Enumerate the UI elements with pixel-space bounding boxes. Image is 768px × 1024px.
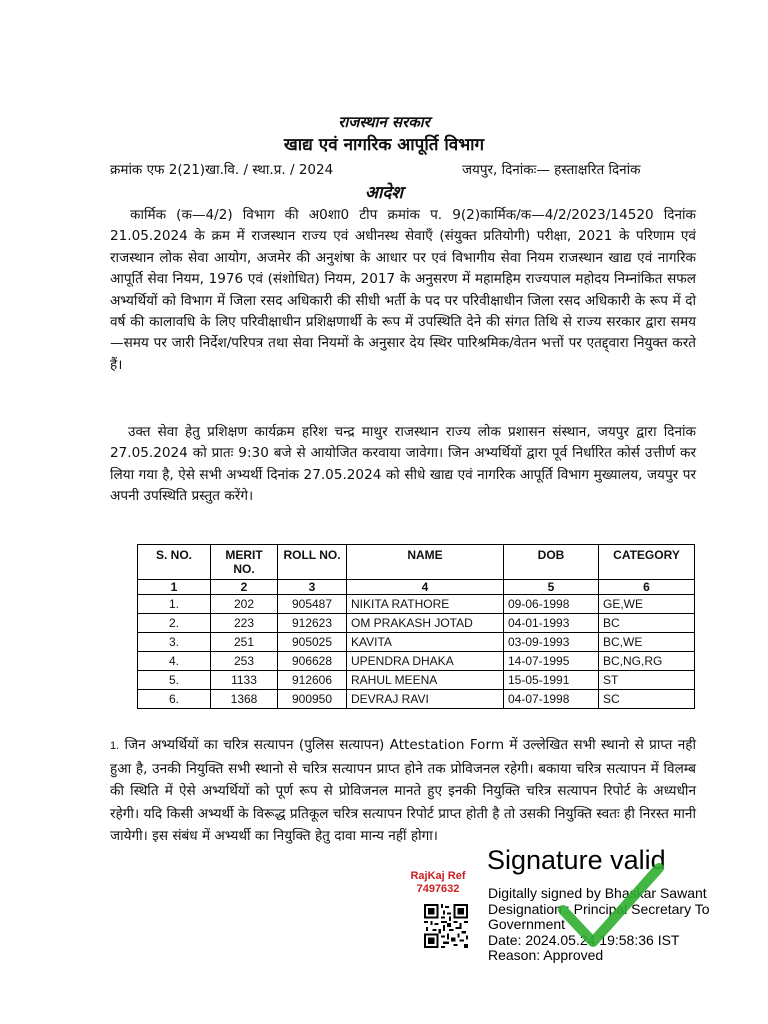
date-line: जयपुर, दिनांकः— हस्ताक्षरित दिनांक [462, 162, 641, 178]
candidates-table [137, 544, 695, 709]
cell-category: GE,WE [599, 595, 695, 614]
cell-roll: 905487 [278, 595, 347, 614]
table-row [138, 690, 695, 709]
signature-reason: Reason: Approved [488, 947, 604, 963]
cell-name: KAVITA [347, 633, 504, 652]
cell-sno: 2. [138, 614, 211, 633]
cell-sno: 3. [138, 633, 211, 652]
cell-roll: 912623 [278, 614, 347, 633]
qr-code-icon [424, 904, 468, 948]
cell-merit: 202 [211, 595, 278, 614]
header-roll: ROLL NO. [278, 545, 347, 580]
government-name: राजस्थान सरकार [338, 113, 430, 131]
cell-sno: 1. [138, 595, 211, 614]
column-number: 6 [599, 580, 695, 595]
cell-dob: 14-07-1995 [504, 652, 599, 671]
header-dob: DOB [504, 545, 599, 580]
table-header-row [138, 545, 695, 580]
table-row [138, 652, 695, 671]
column-number: 5 [504, 580, 599, 595]
cell-roll: 900950 [278, 690, 347, 709]
cell-merit: 223 [211, 614, 278, 633]
header-sno: S. NO. [138, 545, 211, 580]
signature-date: Date: 2024.05.24 19:58:36 IST [488, 931, 680, 948]
column-number-row [138, 580, 695, 595]
cell-sno: 5. [138, 671, 211, 690]
cell-dob: 04-01-1993 [504, 614, 599, 633]
cell-name: RAHUL MEENA [347, 671, 504, 690]
attestation-note [110, 734, 696, 848]
cell-sno: 4. [138, 652, 211, 671]
order-paragraph-2: उक्त सेवा हेतु प्रशिक्षण कार्यक्रम हरिश चन्द्र माथुर राजस्थान राज्य लोक प्रशासन संस्थान, जयपुर द्वारा दिनांक 27.05.2024 को प्रातः 9:30 बजे से आयोजित करवाया जावेगा। जिन अभ्यर्थियों द्वारा पूर्व निर्धारित कोर्स उत्तीर्ण कर लिया गया है, ऐसे सभी अभ्यर्थी दिनांक 27.05.2024 को सीधे खाद्य एवं नागरिक आपूर्ति विभाग मुख्यालय, जयपुर पर अपनी उपस्थिति प्रस्तुत करेंगे। [110, 424, 696, 505]
cell-category: BC,WE [599, 633, 695, 652]
cell-roll: 912606 [278, 671, 347, 690]
column-number: 1 [138, 580, 211, 595]
cell-merit: 1133 [211, 671, 278, 690]
designation: Designation : Principal Secretary To [488, 900, 710, 917]
cell-dob: 15-05-1991 [504, 671, 599, 690]
note-text: जिन अभ्यर्थियों का चरित्र सत्यापन (पुलिस सत्यापन) Attestation Form में उल्लेखित सभी स्थानो से प्राप्त नही हुआ है, उनकी नियुक्ति सभी स्थानो से चरित्र सत्यापन प्राप्त होने तक प्रोविजनल रहेगी। बकाया चरित्र सत्यापन में विलम्ब की स्थिति में ऐसे अभ्यर्थियों को पूर्ण रूप से प्रोविजनल मानते हुए इनकी नियुक्ति चरित्र सत्यापन रिपोर्ट के अध्यधीन रहेगी। यदि किसी अभ्यर्थी के विरूद्ध प्रतिकूल चरित्र सत्यापन रिपोर्ट प्राप्त होती है तो उसकी नियुक्ति स्वतः ही निरस्त मानी जायेगी। इस संबंध में अभ्यर्थी का नियुक्ति हेतु दावा मान्य नहीं होगा। [110, 737, 696, 844]
signed-by: Digitally signed by Bhaskar Sawant [488, 885, 707, 901]
cell-category: BC,NG,RG [599, 652, 695, 671]
department-name: खाद्य एवं नागरिक आपूर्ति विभाग [283, 135, 485, 155]
cell-dob: 09-06-1998 [504, 595, 599, 614]
cell-category: BC [599, 614, 695, 633]
table-row [138, 633, 695, 652]
cell-dob: 04-07-1998 [504, 690, 599, 709]
table-row [138, 671, 695, 690]
cell-merit: 253 [211, 652, 278, 671]
order-paragraph-1: कार्मिक (क—4/2) विभाग की अ0शा0 टीप क्रमांक प. 9(2)कार्मिक/क—4/2/2023/14520 दिनांक 21.05.2024 के क्रम में राजस्थान राज्य एवं अधीनस्थ सेवाएँ (संयुक्त प्रतियोगी) परीक्षा, 2021 के परिणाम एवं राजस्थान लोक सेवा आयोग, अजमेर की अनुशंषा के आधार पर एवं विभागीय सेवा नियम राजस्थान खाद्य एवं नागरिक आपूर्ति सेवा नियम, 1976 एवं (संशोधित) नियम, 2017 के अनुसरण में महामहिम राज्यपाल महोदय निम्नांकित सफल अभ्यर्थियों को विभाग में जिला रसद अधिकारी की सीधी भर्ती के पद पर परिवीक्षाधीन जिला रसद अधिकारी के रूप में दो वर्ष की कालावधि के लिए परिवीक्षाधीन प्रशिक्षणार्थी के रूप में उपस्थिति देने की संगत तिथि से राज्य सरकार द्वारा समय—समय पर जारी निर्देश/परिपत्र तथा सेवा नियमों के अनुसार देय स्थिर पारिश्रमिक/वेतन भत्तों पर एतद्द्वारा नियुक्त करते हैं। [110, 207, 696, 373]
order-title: आदेश [365, 183, 403, 203]
rajkaj-ref-number: 7497632 [416, 883, 460, 895]
table-row [138, 595, 695, 614]
rajkaj-reference [398, 870, 478, 896]
cell-name: DEVRAJ RAVI [347, 690, 504, 709]
designation-cont: Government [488, 916, 566, 932]
note-number: 1. [110, 740, 120, 752]
column-number: 3 [278, 580, 347, 595]
cell-roll: 905025 [278, 633, 347, 652]
reference-number: क्रमांक एफ 2(21)खा.वि. / स्था.प्र. / 2024 [110, 162, 334, 178]
cell-name: NIKITA RATHORE [347, 595, 504, 614]
cell-name: OM PRAKASH JOTAD [347, 614, 504, 633]
cell-dob: 03-09-1993 [504, 633, 599, 652]
cell-category: ST [599, 671, 695, 690]
header-category: CATEGORY [599, 545, 695, 580]
column-number: 2 [211, 580, 278, 595]
green-check-icon [555, 860, 665, 950]
cell-merit: 1368 [211, 690, 278, 709]
header-merit: MERIT NO. [211, 545, 278, 580]
cell-merit: 251 [211, 633, 278, 652]
signature-status: Signature valid [487, 845, 666, 875]
cell-category: SC [599, 690, 695, 709]
cell-name: UPENDRA DHAKA [347, 652, 504, 671]
column-number: 4 [347, 580, 504, 595]
cell-roll: 906628 [278, 652, 347, 671]
header-name: NAME [347, 545, 504, 580]
table-row [138, 614, 695, 633]
rajkaj-label: RajKaj Ref [410, 870, 466, 882]
cell-sno: 6. [138, 690, 211, 709]
